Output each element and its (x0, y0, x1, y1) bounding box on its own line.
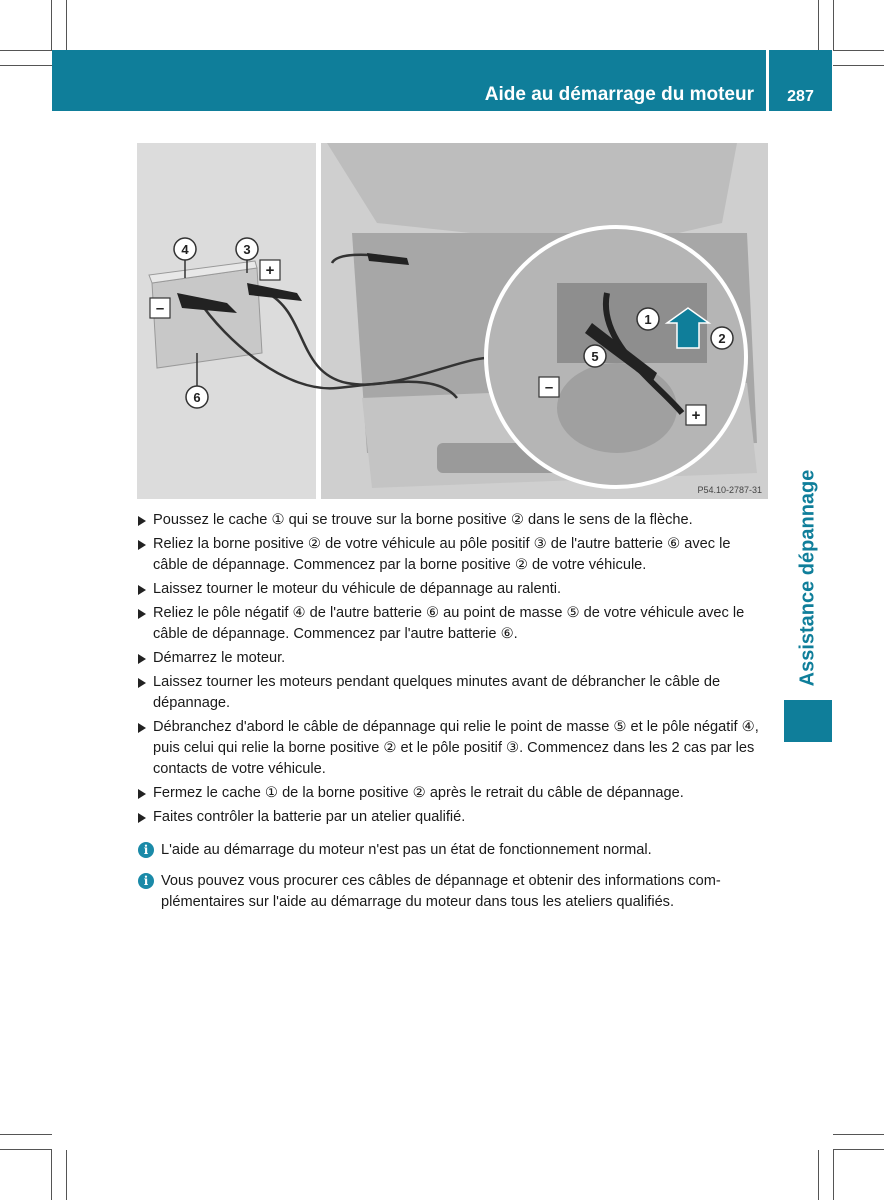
info-note (137, 871, 769, 913)
info-icon: i (138, 842, 154, 858)
bullet-arrow-icon (138, 678, 146, 688)
crop-mark (0, 65, 52, 66)
info-icon: i (138, 873, 154, 889)
crop-mark (833, 65, 884, 66)
crop-mark (0, 50, 52, 51)
svg-text:5: 5 (591, 349, 599, 364)
callout-1 (637, 308, 659, 330)
callout-2 (711, 327, 733, 349)
instructions (137, 510, 769, 913)
svg-text:–: – (155, 300, 165, 317)
step-text: Reliez la borne positive ② de votre véhicule au pôle positif ③ de l'autre batterie ⑥ avec le câble de dépannage. Commencez par la borne positive ② de votre véhicule. (153, 536, 731, 573)
svg-text:4: 4 (181, 242, 189, 257)
notes (137, 840, 769, 913)
svg-text:2: 2 (718, 331, 726, 346)
step-item (137, 807, 769, 828)
page-number-box (769, 50, 832, 111)
plus-label-battery (260, 260, 280, 280)
section-tab-label: Assistance dépannage (796, 469, 819, 687)
svg-text:+: + (265, 262, 275, 279)
svg-text:1: 1 (644, 312, 652, 327)
bullet-arrow-icon (138, 609, 146, 619)
step-item (137, 579, 769, 600)
note-text: Vous pouvez vous procurer ces câbles de dépannage et obtenir des informations complémentaires sur l'aide au démarrage du moteur dans tous les ateliers qualifiés. (161, 873, 721, 910)
step-item (137, 648, 769, 669)
step-item (137, 534, 769, 576)
svg-text:–: – (544, 379, 554, 396)
step-text: Démarrez le moteur. (153, 650, 286, 666)
note-text: L'aide au démarrage du moteur n'est pas un état de fonctionnement normal. (161, 842, 652, 858)
step-text: Poussez le cache ① qui se trouve sur la borne positive ② dans le sens de la flèche. (153, 512, 693, 528)
bullet-arrow-icon (138, 813, 146, 823)
plus-label-vehicle (686, 405, 706, 425)
crop-mark (51, 0, 52, 50)
step-item (137, 783, 769, 804)
callout-5 (584, 345, 606, 367)
step-item (137, 717, 769, 780)
crop-mark (66, 0, 67, 50)
step-text: Laissez tourner le moteur du véhicule de dépannage au ralenti. (153, 581, 562, 597)
jump-start-illustration (137, 143, 768, 499)
page-number: 287 (787, 88, 814, 105)
svg-text:+: + (691, 407, 701, 424)
page-title: Aide au démarrage du moteur (484, 84, 754, 105)
crop-mark (818, 1150, 819, 1200)
minus-label-battery (150, 298, 170, 318)
step-text: Fermez le cache ① de la borne positive ② après le retrait du câble de dépannage. (153, 785, 684, 801)
step-text: Débranchez d'abord le câble de dépannage qui relie le point de masse ⑤ et le pôle négatif ④, puis celui qui relie la borne positive ② et le pôle positif ③. Commencez dans les 2 cas par les contacts de votre véhicule. (153, 719, 759, 777)
bullet-arrow-icon (138, 789, 146, 799)
crop-mark (818, 0, 819, 50)
car-hood (327, 143, 737, 238)
crop-mark (833, 50, 884, 51)
info-note (137, 840, 769, 861)
step-text: Laissez tourner les moteurs pendant quelques minutes avant de débrancher le câble de dépannage. (153, 674, 721, 711)
crop-mark (51, 1150, 52, 1200)
crop-mark (833, 0, 834, 50)
bullet-arrow-icon (138, 654, 146, 664)
crop-mark (833, 1150, 834, 1200)
step-item (137, 510, 769, 531)
crop-mark (833, 1134, 884, 1135)
header-bar (52, 50, 766, 111)
figure-code: P54.10-2787-31 (697, 485, 762, 495)
bullet-arrow-icon (138, 585, 146, 595)
bullet-arrow-icon (138, 516, 146, 526)
crop-mark (66, 1150, 67, 1200)
step-text: Reliez le pôle négatif ④ de l'autre batterie ⑥ au point de masse ⑤ de votre véhicule avec le câble de dépannage. Commencez par l'autre batterie ⑥. (153, 605, 745, 642)
bullet-arrow-icon (138, 540, 146, 550)
svg-text:6: 6 (193, 390, 201, 405)
step-item (137, 603, 769, 645)
section-tab-marker (784, 700, 832, 742)
minus-label-vehicle (539, 377, 559, 397)
step-item (137, 672, 769, 714)
crop-mark (0, 1149, 52, 1150)
step-text: Faites contrôler la batterie par un atelier qualifié. (153, 809, 466, 825)
bullet-arrow-icon (138, 723, 146, 733)
crop-mark (833, 1149, 884, 1150)
crop-mark (0, 1134, 52, 1135)
svg-text:3: 3 (243, 242, 251, 257)
